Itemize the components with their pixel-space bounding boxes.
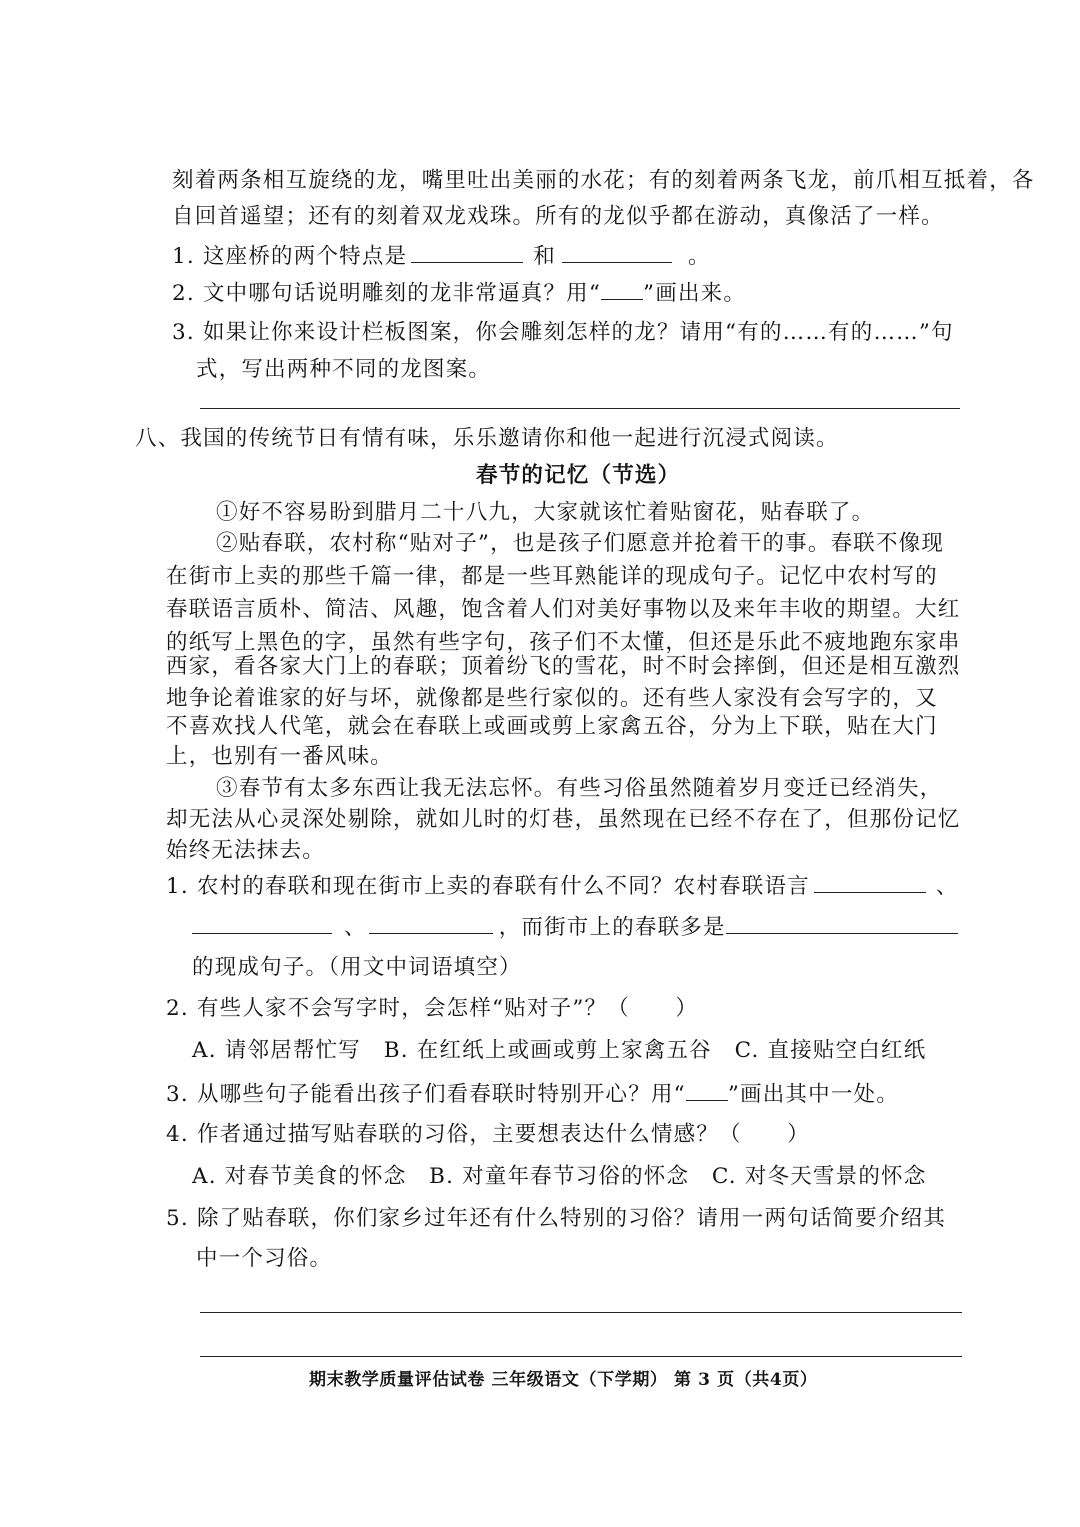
paragraph-1: ①好不容易盼到腊月二十八九，大家就该忙着贴窗花，贴春联了。 bbox=[216, 500, 875, 525]
answer-blank[interactable] bbox=[562, 244, 672, 263]
question-8-2: 2. 有些人家不会写字时，会怎样“贴对子”？（ ） bbox=[166, 996, 699, 1021]
underline-mark bbox=[601, 281, 643, 300]
paragraph-2-line: 的纸写上黑色的字，虽然有些字句，孩子们不太懂，但还是乐此不疲地跑东家串 bbox=[166, 630, 961, 655]
question-8-1-cont: 、 ，而街市上的春联多是 bbox=[192, 915, 958, 939]
answer-blank[interactable] bbox=[369, 915, 493, 934]
question-8-2-options: A. 请邻居帮忙写 B. 在红纸上或画或剪上家禽五谷 C. 直接贴空白红纸 bbox=[192, 1038, 927, 1063]
answer-blank[interactable] bbox=[192, 915, 332, 934]
answer-blank[interactable] bbox=[814, 874, 926, 893]
passage-line: 自回首遥望；还有的刻着双龙戏珠。所有的龙似乎都在游动，真像活了一样。 bbox=[172, 204, 944, 229]
section-heading: 八、我国的传统节日有情有味，乐乐邀请你和他一起进行沉浸式阅读。 bbox=[135, 426, 839, 451]
question-8-1: 1. 农村的春联和现在街市上卖的春联有什么不同？农村春联语言 、 bbox=[166, 874, 959, 899]
question-7-3-cont: 式，写出两种不同的龙图案。 bbox=[196, 357, 492, 382]
question-7-3: 3. 如果让你来设计栏板图案，你会雕刻怎样的龙？请用“有的……有的……”句 bbox=[172, 320, 954, 345]
paragraph-3-line: 始终无法抹去。 bbox=[166, 838, 325, 863]
paragraph-2-line: ②贴春联，农村称“贴对子”，也是孩子们愿意并抢着干的事。春联不像现 bbox=[216, 531, 945, 556]
paragraph-2-line: 上，也别有一番风味。 bbox=[166, 744, 394, 769]
paragraph-3-line: ③春节有太多东西让我无法忘怀。有些习俗虽然随着岁月变迁已经消失， bbox=[216, 776, 943, 801]
question-8-3: 3. 从哪些句子能看出孩子们看春联时特别开心？用“ ”画出其中一处。 bbox=[166, 1082, 899, 1107]
paragraph-2-line: 春联语言质朴、简洁、风趣，饱含着人们对美好事物以及来年丰收的期望。大红 bbox=[166, 597, 961, 622]
question-8-1-end: 的现成句子。（用文中词语填空） bbox=[192, 955, 522, 980]
page-footer: 期末教学质量评估试卷 三年级语文（下学期） 第 3 页（共4页） bbox=[309, 1370, 818, 1390]
answer-line[interactable] bbox=[200, 1356, 962, 1357]
paragraph-2-line: 西家，看各家大门上的春联；顶着纷飞的雪花，时不时会摔倒，但还是相互激烈 bbox=[166, 654, 961, 679]
question-8-5: 5. 除了贴春联，你们家乡过年还有什么特别的习俗？请用一两句话简要介绍其 bbox=[166, 1206, 947, 1231]
question-8-4-options: A. 对春节美食的怀念 B. 对童年春节习俗的怀念 C. 对冬天雪景的怀念 bbox=[192, 1164, 927, 1189]
passage-line: 刻着两条相互旋绕的龙，嘴里吐出美丽的水花；有的刻着两条飞龙，前爪相互抵着，各 bbox=[172, 168, 1035, 193]
paragraph-3-line: 却无法从心灵深处剔除，就如儿时的灯巷，虽然现在已经不存在了，但那份记忆 bbox=[166, 807, 961, 832]
answer-blank[interactable] bbox=[411, 244, 523, 263]
answer-blank[interactable] bbox=[726, 915, 958, 934]
paragraph-2-line: 地争论着谁家的好与坏，就像都是些行家似的。还有些人家没有会写字的，又 bbox=[166, 686, 938, 711]
paragraph-2-line: 不喜欢找人代笔，就会在春联上或画或剪上家禽五谷，分为上下联，贴在大门 bbox=[166, 714, 938, 739]
question-7-1: 1. 这座桥的两个特点是 和 。 bbox=[172, 244, 711, 269]
question-8-4: 4. 作者通过描写贴春联的习俗，主要想表达什么情感？（ ） bbox=[166, 1122, 810, 1147]
answer-line[interactable] bbox=[200, 1312, 962, 1313]
question-8-5-cont: 中一个习俗。 bbox=[196, 1246, 333, 1271]
passage-title: 春节的记忆（节选） bbox=[476, 463, 681, 488]
question-7-2: 2. 文中哪句话说明雕刻的龙非常逼真？用“ ”画出来。 bbox=[172, 281, 747, 306]
underline-mark bbox=[686, 1082, 728, 1101]
answer-line[interactable] bbox=[200, 408, 960, 409]
paragraph-2-line: 在街市上卖的那些千篇一律，都是一些耳熟能详的现成句子。记忆中农村写的 bbox=[166, 564, 938, 589]
